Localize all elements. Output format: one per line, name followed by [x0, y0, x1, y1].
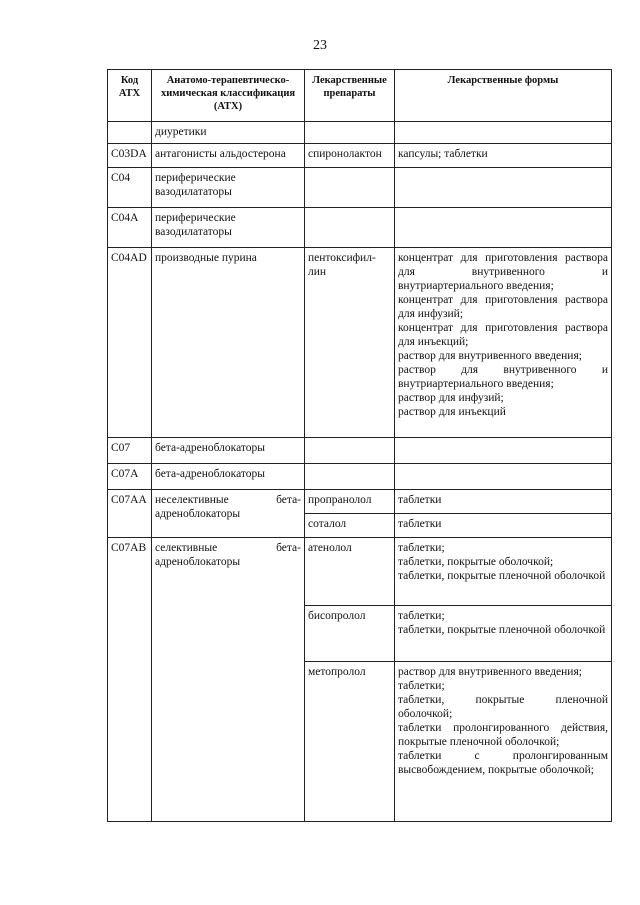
row-code: C07AB [108, 538, 152, 822]
form-line: таблетки, покрытые оболочкой; [398, 556, 554, 568]
row-drug: бисопролол [305, 606, 395, 662]
row-code: C07A [108, 464, 152, 490]
table-row [108, 144, 612, 168]
row-atc: бета-адреноблокаторы [152, 438, 305, 464]
row-code: C04AD [108, 248, 152, 438]
form-line: таблетки, покрытые пленочной оболочкой [398, 624, 606, 636]
row-drug: соталол [305, 514, 395, 538]
table-row [108, 464, 612, 490]
row-atc: периферические вазодилататоры [152, 168, 305, 208]
row-drug: атенолол [305, 538, 395, 606]
row-forms [395, 538, 612, 606]
header-forms: Лекарственные формы [395, 70, 612, 122]
page-number: 23 [313, 38, 327, 53]
form-line: таблетки; [398, 542, 445, 554]
header-drugs: Лекарственные препараты [305, 70, 395, 122]
row-forms: таблетки [395, 490, 612, 514]
table-row [108, 248, 612, 438]
row-code: C07 [108, 438, 152, 464]
form-line: раствор для внутривенного и внутриартериального введения; [398, 364, 608, 390]
row-atc: антагонисты альдостерона [152, 144, 305, 168]
table-header-row [108, 70, 612, 122]
row-atc: периферические вазодилататоры [152, 208, 305, 248]
atc-drug-table [107, 69, 612, 822]
row-atc: диуретики [152, 122, 305, 144]
row-drug [305, 438, 395, 464]
table-row [108, 122, 612, 144]
row-atc: неселективные бета-адреноблокаторы [152, 490, 305, 538]
row-forms [395, 248, 612, 438]
row-code: C07AA [108, 490, 152, 538]
row-forms [395, 606, 612, 662]
table-row [108, 538, 612, 606]
form-line: раствор для внутривенного введения; [398, 350, 582, 362]
row-forms [395, 464, 612, 490]
row-forms [395, 122, 612, 144]
table-row [108, 208, 612, 248]
form-line: таблетки; [398, 680, 445, 692]
form-line: раствор для инфузий; [398, 392, 504, 404]
table-row [108, 490, 612, 514]
row-forms [395, 168, 612, 208]
form-line: раствор для инъекций [398, 406, 506, 418]
row-forms [395, 662, 612, 822]
row-atc: бета-адреноблокаторы [152, 464, 305, 490]
row-drug: метопролол [305, 662, 395, 822]
row-forms [395, 208, 612, 248]
form-line: раствор для внутривенного введения; [398, 666, 582, 678]
form-line: таблетки, покрытые пленочной оболочкой; [398, 694, 608, 720]
form-line: таблетки; [398, 610, 445, 622]
form-line: концентрат для приготовления раствора для инфузий; [398, 294, 608, 320]
row-drug [305, 208, 395, 248]
row-forms [395, 438, 612, 464]
table-row [108, 438, 612, 464]
row-drug: пропранолол [305, 490, 395, 514]
row-code: C04 [108, 168, 152, 208]
row-drug: спиронолактон [305, 144, 395, 168]
row-drug: пентоксифил-лин [305, 248, 395, 438]
row-code: C04A [108, 208, 152, 248]
form-line: таблетки пролонгированного действия, покрытые пленочной оболочкой; [398, 722, 608, 748]
form-line: таблетки, покрытые пленочной оболочкой [398, 570, 606, 582]
row-forms: капсулы; таблетки [395, 144, 612, 168]
row-drug [305, 122, 395, 144]
row-code [108, 122, 152, 144]
form-line: концентрат для приготовления раствора для внутривенного и внутриартериального введения; [398, 252, 608, 292]
table-row [108, 168, 612, 208]
row-atc: селективные бета-адреноблокаторы [152, 538, 305, 822]
row-drug [305, 168, 395, 208]
row-forms: таблетки [395, 514, 612, 538]
form-line: концентрат для приготовления раствора для инъекций; [398, 322, 608, 348]
form-line: таблетки с пролонгированным высвобождением, покрытые оболочкой; [398, 750, 608, 776]
row-atc: производные пурина [152, 248, 305, 438]
row-drug [305, 464, 395, 490]
row-code: C03DA [108, 144, 152, 168]
header-code: Код АТХ [108, 70, 152, 122]
header-atc: Анатомо-терапевтическо-химическая классификация (АТХ) [152, 70, 305, 122]
